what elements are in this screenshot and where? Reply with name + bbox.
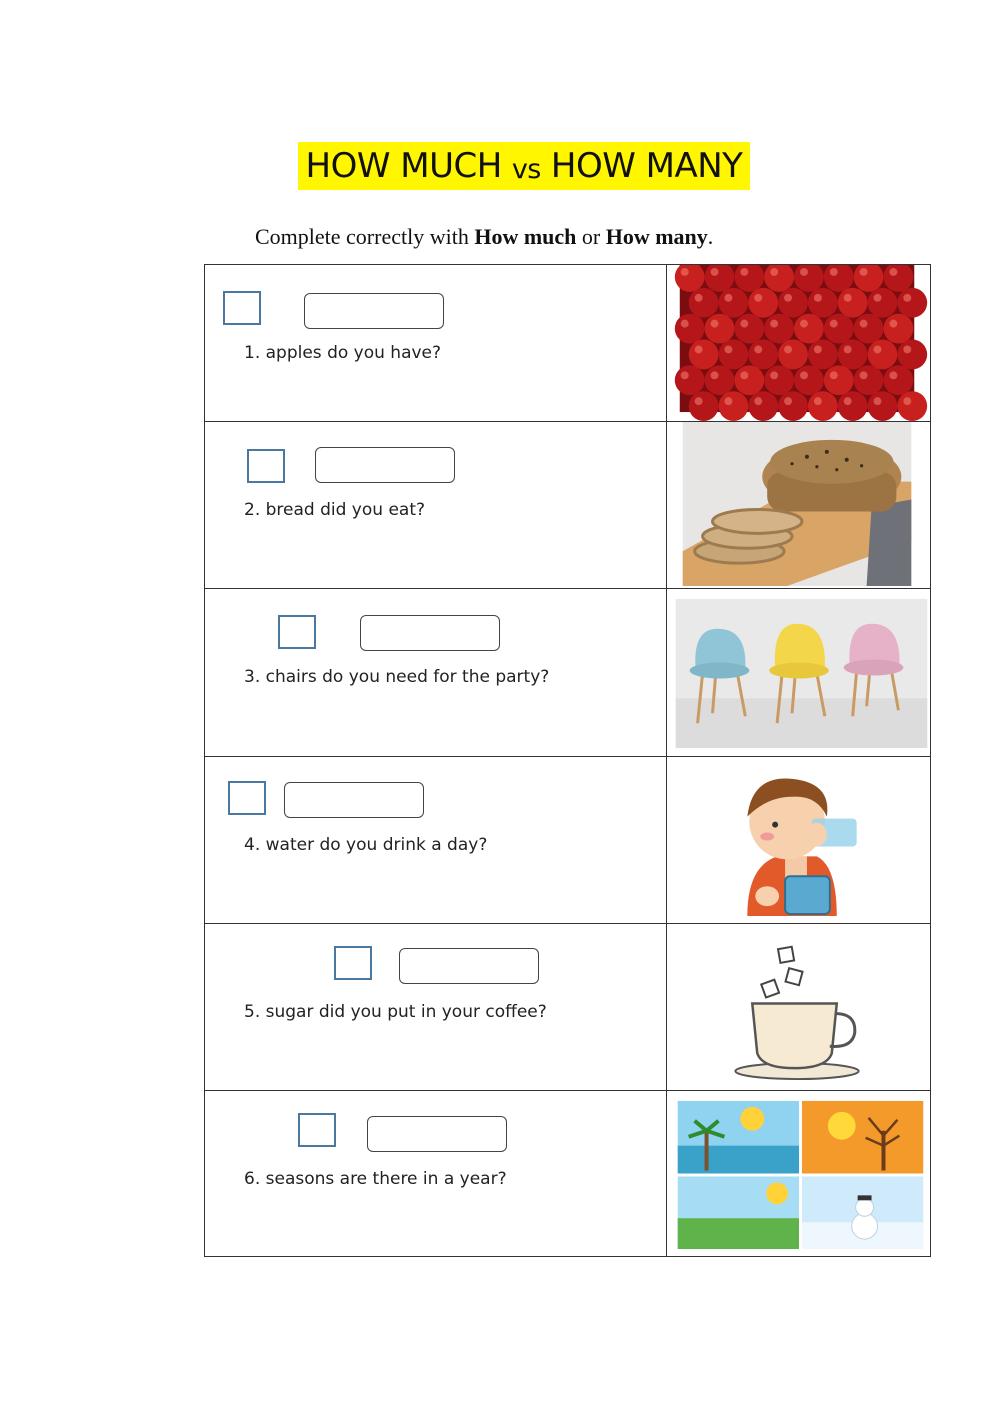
answer-box-3[interactable]: [360, 615, 500, 651]
instruction-option-2: How many: [605, 224, 708, 249]
checkbox-4[interactable]: [228, 781, 266, 815]
apple-shape: [689, 288, 719, 318]
apple-shape: [689, 340, 719, 370]
apple-shape: [808, 391, 838, 421]
apple-highlight: [814, 294, 822, 302]
question-row-6: [205, 1091, 931, 1257]
apple-highlight: [814, 397, 822, 405]
apple-highlight: [903, 294, 911, 302]
chairs-picture: [667, 589, 930, 756]
apple-highlight: [770, 268, 778, 276]
apple-highlight: [830, 320, 838, 328]
apple-highlight: [800, 371, 808, 379]
apple-highlight: [695, 345, 703, 353]
apple-shape: [734, 365, 764, 395]
apple-highlight: [681, 371, 689, 379]
picture-cell-4: [667, 757, 931, 924]
apple-highlight: [770, 320, 778, 328]
question-cell-3: [205, 589, 667, 757]
apple-highlight: [903, 397, 911, 405]
question-row-4: [205, 757, 931, 924]
question-text-1: 1. apples do you have?: [244, 343, 442, 363]
apple-highlight: [681, 268, 689, 276]
question-text-3: 3. chairs do you need for the party?: [244, 667, 550, 687]
apple-shape: [883, 314, 913, 344]
apple-highlight: [889, 268, 897, 276]
apple-highlight: [695, 294, 703, 302]
apple-shape: [824, 365, 854, 395]
question-text-4: 4. water do you drink a day?: [244, 835, 488, 855]
apple-highlight: [860, 268, 868, 276]
answer-box-1[interactable]: [304, 293, 444, 329]
apple-shape: [764, 314, 794, 344]
apple-shape: [778, 340, 808, 370]
apple-shape: [764, 365, 794, 395]
apple-highlight: [889, 320, 897, 328]
apple-highlight: [740, 320, 748, 328]
apple-highlight: [711, 268, 719, 276]
apple-highlight: [830, 371, 838, 379]
apple-highlight: [903, 345, 911, 353]
apple-shape: [838, 288, 868, 318]
apple-shape: [868, 391, 898, 421]
apple-shape: [675, 365, 705, 395]
apple-highlight: [889, 371, 897, 379]
bread-picture: [667, 422, 930, 588]
picture-cell-2: [667, 422, 931, 589]
apple-highlight: [874, 294, 882, 302]
apple-highlight: [724, 345, 732, 353]
question-text-6: 6. seasons are there in a year?: [244, 1169, 507, 1189]
question-row-5: [205, 924, 931, 1091]
picture-cell-5: [667, 924, 931, 1091]
question-row-2: [205, 422, 931, 589]
apple-highlight: [800, 268, 808, 276]
apple-shape: [689, 391, 719, 421]
apple-shape: [808, 288, 838, 318]
apple-shape: [897, 340, 927, 370]
apple-highlight: [874, 397, 882, 405]
apples-picture: [667, 265, 930, 421]
apple-shape: [868, 340, 898, 370]
title-part-2: HOW MANY: [550, 146, 743, 186]
checkbox-5[interactable]: [334, 946, 372, 980]
instruction-prefix: Complete correctly with: [255, 224, 475, 249]
apple-highlight: [830, 268, 838, 276]
apple-shape: [778, 391, 808, 421]
answer-box-5[interactable]: [399, 948, 539, 984]
question-row-3: [205, 589, 931, 757]
apple-shape: [794, 314, 824, 344]
question-cell-6: [205, 1091, 667, 1257]
checkbox-2[interactable]: [247, 449, 285, 483]
apple-highlight: [740, 371, 748, 379]
title-part-1: HOW MUCH: [305, 146, 502, 186]
apple-highlight: [844, 294, 852, 302]
question-cell-4: [205, 757, 667, 924]
boy-drinking-water-picture: [667, 757, 930, 923]
exercise-table: [204, 264, 931, 1257]
apple-highlight: [784, 345, 792, 353]
apple-highlight: [711, 371, 719, 379]
apple-highlight: [754, 345, 762, 353]
instruction-option-1: How much: [474, 224, 577, 249]
apple-shape: [705, 365, 735, 395]
apple-shape: [719, 340, 749, 370]
instruction: [255, 224, 713, 250]
title-vs: vs: [511, 153, 541, 185]
apple-shape: [719, 391, 749, 421]
coffee-cup-sugar-picture: [667, 924, 930, 1090]
checkbox-1[interactable]: [223, 291, 261, 325]
apple-highlight: [814, 345, 822, 353]
apple-highlight: [724, 397, 732, 405]
checkbox-6[interactable]: [298, 1113, 336, 1147]
checkbox-3[interactable]: [278, 615, 316, 649]
apple-shape: [748, 288, 778, 318]
apple-shape: [854, 365, 884, 395]
apple-shape: [705, 314, 735, 344]
instruction-suffix: .: [707, 224, 714, 249]
answer-box-6[interactable]: [367, 1116, 507, 1152]
worksheet-title: [298, 142, 750, 190]
apple-shape: [838, 340, 868, 370]
apple-highlight: [695, 397, 703, 405]
apple-highlight: [860, 320, 868, 328]
apple-highlight: [844, 397, 852, 405]
apple-highlight: [740, 268, 748, 276]
apple-shape: [868, 288, 898, 318]
question-row-1: [205, 265, 931, 422]
apple-highlight: [724, 294, 732, 302]
apple-highlight: [754, 397, 762, 405]
apple-shape: [808, 340, 838, 370]
apple-highlight: [800, 320, 808, 328]
apple-highlight: [784, 397, 792, 405]
picture-cell-1: [667, 265, 931, 422]
answer-box-4[interactable]: [284, 782, 424, 818]
instruction-mid: or: [576, 224, 606, 249]
apple-highlight: [874, 345, 882, 353]
question-text-2: 2. bread did you eat?: [244, 500, 426, 520]
apple-shape: [748, 391, 778, 421]
apple-highlight: [784, 294, 792, 302]
apple-shape: [778, 288, 808, 318]
apple-shape: [854, 314, 884, 344]
apple-shape: [824, 314, 854, 344]
apple-highlight: [770, 371, 778, 379]
four-seasons-picture: [667, 1091, 930, 1256]
apple-highlight: [860, 371, 868, 379]
question-text-5: 5. sugar did you put in your coffee?: [244, 1002, 547, 1022]
picture-cell-3: [667, 589, 931, 757]
question-cell-1: [205, 265, 667, 422]
question-cell-2: [205, 422, 667, 589]
apple-shape: [748, 340, 778, 370]
apple-highlight: [844, 345, 852, 353]
apple-shape: [675, 314, 705, 344]
apple-highlight: [711, 320, 719, 328]
picture-cell-6: [667, 1091, 931, 1257]
apple-shape: [897, 288, 927, 318]
question-cell-5: [205, 924, 667, 1091]
apple-shape: [719, 288, 749, 318]
apple-shape: [883, 365, 913, 395]
answer-box-2[interactable]: [315, 447, 455, 483]
apple-shape: [838, 391, 868, 421]
apple-highlight: [681, 320, 689, 328]
apple-highlight: [754, 294, 762, 302]
apple-shape: [897, 391, 927, 421]
apple-shape: [794, 365, 824, 395]
apple-shape: [734, 314, 764, 344]
